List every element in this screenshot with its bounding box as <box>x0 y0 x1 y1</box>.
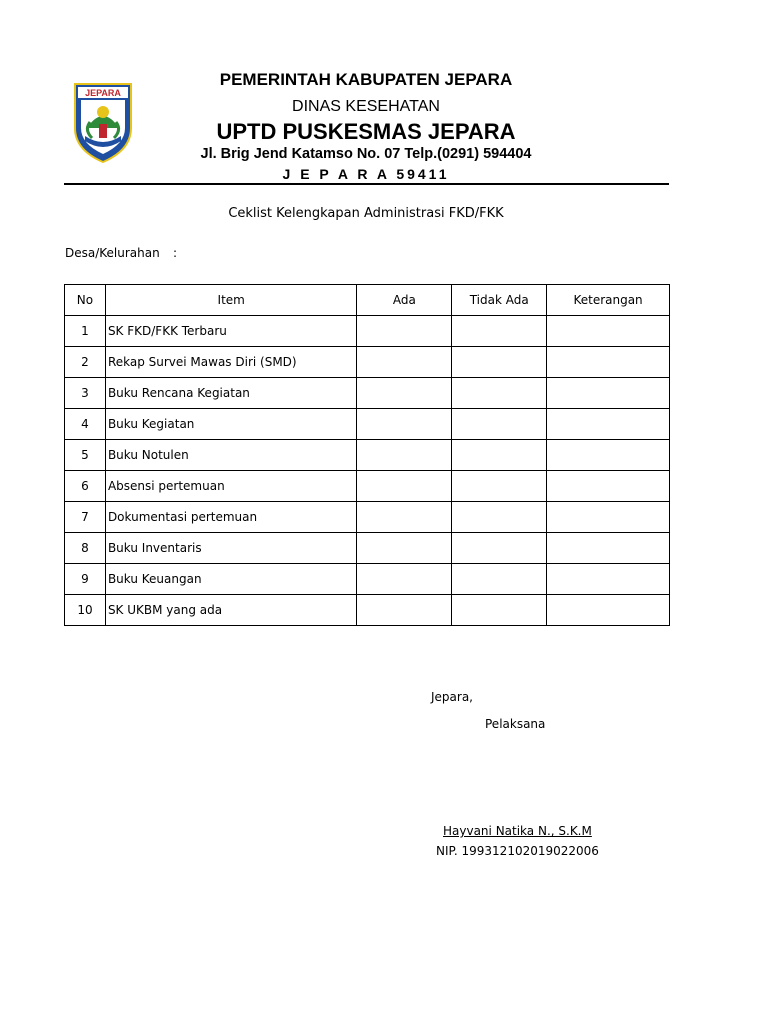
table-row <box>65 440 670 471</box>
keterangan-cell[interactable] <box>547 409 670 440</box>
tidak-ada-cell[interactable] <box>452 347 547 378</box>
keterangan-cell[interactable] <box>547 564 670 595</box>
row-number: 3 <box>65 378 106 409</box>
ada-cell[interactable] <box>357 564 452 595</box>
department-name: DINAS KESEHATAN <box>292 98 440 115</box>
ada-cell[interactable] <box>357 316 452 347</box>
institution-name: UPTD PUSKESMAS JEPARA <box>216 119 516 144</box>
city-postcode: J E P A R A 59411 <box>282 166 450 182</box>
row-number: 4 <box>65 409 106 440</box>
keterangan-cell[interactable] <box>547 347 670 378</box>
tidak-ada-cell[interactable] <box>452 471 547 502</box>
ada-cell[interactable] <box>357 347 452 378</box>
signature-place: Jepara, <box>431 690 473 704</box>
letterhead-divider <box>64 183 669 185</box>
table-row <box>65 347 670 378</box>
tidak-ada-cell[interactable] <box>452 409 547 440</box>
row-number: 8 <box>65 533 106 564</box>
header-item: Item <box>105 285 357 316</box>
table-row <box>65 564 670 595</box>
keterangan-cell[interactable] <box>547 471 670 502</box>
row-item: Buku Inventaris <box>105 533 357 564</box>
table-row <box>65 409 670 440</box>
row-item: Buku Keuangan <box>105 564 357 595</box>
header-ada: Ada <box>357 285 452 316</box>
signature-role: Pelaksana <box>485 717 546 731</box>
tidak-ada-cell[interactable] <box>452 378 547 409</box>
row-number: 10 <box>65 595 106 626</box>
table-header-row <box>65 285 670 316</box>
table-row <box>65 378 670 409</box>
row-item: Rekap Survei Mawas Diri (SMD) <box>105 347 357 378</box>
keterangan-cell[interactable] <box>547 378 670 409</box>
village-field <box>65 246 178 260</box>
keterangan-cell[interactable] <box>547 440 670 471</box>
ada-cell[interactable] <box>357 409 452 440</box>
row-item: Buku Rencana Kegiatan <box>105 378 357 409</box>
table-row <box>65 533 670 564</box>
row-number: 2 <box>65 347 106 378</box>
tidak-ada-cell[interactable] <box>452 440 547 471</box>
header-no: No <box>65 285 106 316</box>
tidak-ada-cell[interactable] <box>452 316 547 347</box>
village-colon: : <box>173 246 178 260</box>
signatory-nip: NIP. 199312102019022006 <box>436 844 599 858</box>
keterangan-cell[interactable] <box>547 533 670 564</box>
row-number: 1 <box>65 316 106 347</box>
row-item: SK UKBM yang ada <box>105 595 357 626</box>
checklist-table <box>64 284 670 626</box>
tidak-ada-cell[interactable] <box>452 502 547 533</box>
tidak-ada-cell[interactable] <box>452 595 547 626</box>
row-number: 7 <box>65 502 106 533</box>
letterhead <box>0 0 768 190</box>
document-title: Ceklist Kelengkapan Administrasi FKD/FKK <box>228 206 504 221</box>
table-row <box>65 502 670 533</box>
signatory-name: Hayvani Natika N., S.K.M <box>443 824 592 838</box>
tidak-ada-cell[interactable] <box>452 533 547 564</box>
ada-cell[interactable] <box>357 502 452 533</box>
ada-cell[interactable] <box>357 533 452 564</box>
header-tidak-ada: Tidak Ada <box>452 285 547 316</box>
table-row <box>65 595 670 626</box>
row-item: Dokumentasi pertemuan <box>105 502 357 533</box>
logo-text: JEPARA <box>85 88 121 98</box>
row-number: 9 <box>65 564 106 595</box>
row-item: SK FKD/FKK Terbaru <box>105 316 357 347</box>
keterangan-cell[interactable] <box>547 595 670 626</box>
header-keterangan: Keterangan <box>547 285 670 316</box>
keterangan-cell[interactable] <box>547 502 670 533</box>
row-number: 6 <box>65 471 106 502</box>
ada-cell[interactable] <box>357 595 452 626</box>
ada-cell[interactable] <box>357 471 452 502</box>
row-item: Buku Kegiatan <box>105 409 357 440</box>
address-line: Jl. Brig Jend Katamso No. 07 Telp.(0291) 594404 <box>200 146 532 162</box>
keterangan-cell[interactable] <box>547 316 670 347</box>
row-item: Absensi pertemuan <box>105 471 357 502</box>
table-row <box>65 316 670 347</box>
village-label: Desa/Kelurahan <box>65 246 160 260</box>
government-name: PEMERINTAH KABUPATEN JEPARA <box>219 70 513 89</box>
row-number: 5 <box>65 440 106 471</box>
ada-cell[interactable] <box>357 440 452 471</box>
ada-cell[interactable] <box>357 378 452 409</box>
table-row <box>65 471 670 502</box>
row-item: Buku Notulen <box>105 440 357 471</box>
tidak-ada-cell[interactable] <box>452 564 547 595</box>
